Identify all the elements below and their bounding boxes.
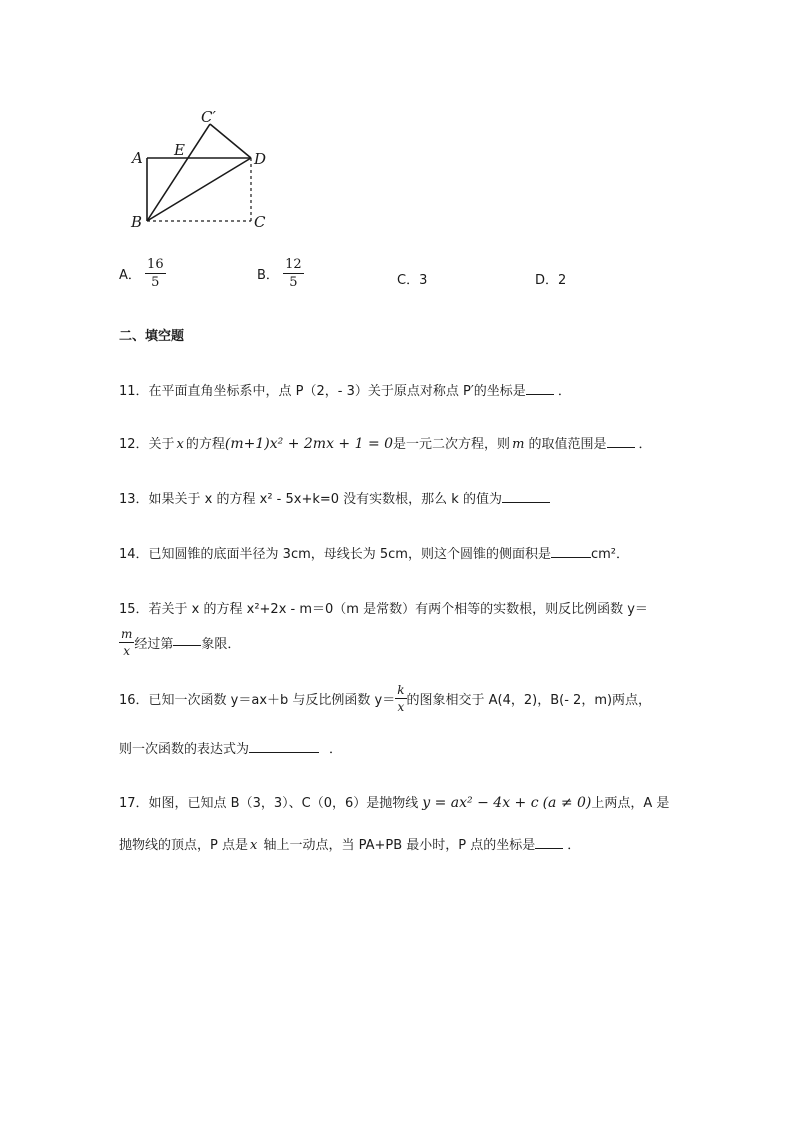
q15-denominator: x bbox=[123, 644, 131, 658]
option-b-numerator: 12 bbox=[285, 257, 302, 272]
q16-end: ． bbox=[329, 742, 343, 757]
q12-end: ． bbox=[638, 437, 652, 452]
q15-answer-blank bbox=[173, 633, 201, 646]
q14-text: 14．已知圆锥的底面半径为 3cm，母线长为 5cm，则这个圆锥的侧面积是 bbox=[119, 547, 551, 562]
question-12 bbox=[119, 433, 652, 452]
question-16-line1 bbox=[119, 684, 651, 713]
q13-text: 13．如果关于 x 的方程 x² - 5x+k=0 没有实数根，那么 k 的值为 bbox=[119, 492, 502, 507]
label-a: A bbox=[132, 149, 143, 167]
label-c-prime: C′ bbox=[201, 108, 216, 126]
q16-post: 的图象相交于 A(4，2)，B(- 2，m)两点， bbox=[406, 693, 652, 708]
question-15-line1: 15．若关于 x 的方程 x²+2x - m＝0（m 是常数）有两个相等的实数根，则反比例函数 y＝ bbox=[119, 602, 648, 617]
q16-fraction bbox=[395, 684, 406, 713]
q12-mid1: 的方程 bbox=[185, 437, 225, 452]
option-a bbox=[119, 258, 166, 289]
option-b-fraction bbox=[283, 258, 304, 289]
option-a-numerator: 16 bbox=[147, 257, 164, 272]
q14-end: cm²． bbox=[590, 547, 630, 562]
question-13 bbox=[119, 488, 550, 507]
label-d: D bbox=[254, 150, 267, 168]
q17-equation: y = ax² − 4x + c bbox=[422, 795, 539, 811]
label-b: B bbox=[131, 213, 143, 231]
q13-answer-blank bbox=[502, 490, 550, 503]
q12-equation: (m+1)x² + 2mx + 1 = 0 bbox=[224, 436, 394, 452]
segment-c-prime-d bbox=[210, 124, 251, 158]
question-17-line1 bbox=[119, 792, 669, 811]
q12-mid2: 是一元二次方程，则 bbox=[393, 437, 511, 452]
option-a-letter: A． bbox=[119, 268, 141, 283]
question-17-line2 bbox=[119, 834, 580, 853]
q16-pre: 16．已知一次函数 y＝ax＋b 与反比例函数 y＝ bbox=[119, 693, 396, 708]
q11-answer-blank bbox=[526, 382, 554, 395]
q12-mid3: 的取值范围是 bbox=[524, 437, 607, 452]
q16-numerator: k bbox=[397, 683, 405, 697]
q12-var-x: x bbox=[176, 437, 184, 452]
q17-var-x: x bbox=[249, 838, 258, 853]
q17-answer-blank bbox=[535, 836, 563, 849]
segment-bc-prime bbox=[147, 124, 210, 221]
q16-denominator: x bbox=[397, 700, 405, 714]
q14-answer-blank bbox=[551, 545, 591, 558]
question-11 bbox=[119, 380, 571, 399]
q12-pre: 12．关于 bbox=[119, 437, 175, 452]
question-14 bbox=[119, 543, 629, 562]
question-16-line2 bbox=[119, 738, 342, 757]
q15-fraction bbox=[119, 628, 134, 657]
option-d: D．2 bbox=[535, 273, 567, 288]
section-title: 二、填空题 bbox=[119, 329, 185, 344]
option-b-denominator: 5 bbox=[289, 275, 298, 290]
q17-line2a: 抛物线的顶点，P 点是 bbox=[119, 838, 248, 853]
q11-text: 11．在平面直角坐标系中，点 P（2，- 3）关于原点对称点 P′的坐标是 bbox=[119, 384, 526, 399]
q15-end: 象限． bbox=[201, 637, 241, 652]
q12-answer-blank bbox=[607, 435, 635, 448]
option-c: C．3 bbox=[397, 273, 428, 288]
question-15-line2 bbox=[119, 628, 240, 657]
q17-pre: 17．如图，已知点 B（3，3）、C（0，6）是抛物线 bbox=[119, 796, 419, 811]
q15-line2: 经过第 bbox=[134, 637, 174, 652]
geometry-figure bbox=[120, 100, 290, 240]
q12-var-m: m bbox=[512, 437, 525, 452]
q17-end: ． bbox=[567, 838, 581, 853]
segment-bd bbox=[147, 158, 251, 221]
q16-line2: 则一次函数的表达式为 bbox=[119, 742, 250, 757]
q15-numerator: m bbox=[121, 627, 133, 641]
label-e: E bbox=[174, 141, 185, 159]
q11-end: ． bbox=[557, 384, 571, 399]
q17-condition: (a ≠ 0) bbox=[542, 795, 592, 811]
option-a-fraction bbox=[145, 258, 166, 289]
q17-post: 上两点，A 是 bbox=[591, 796, 670, 811]
option-a-denominator: 5 bbox=[151, 275, 160, 290]
q16-answer-blank bbox=[249, 740, 319, 753]
label-c: C bbox=[254, 213, 266, 231]
option-b bbox=[257, 258, 304, 289]
q17-line2b: 轴上一动点，当 PA+PB 最小时，P 点的坐标是 bbox=[259, 838, 536, 853]
option-b-letter: B． bbox=[257, 268, 279, 283]
